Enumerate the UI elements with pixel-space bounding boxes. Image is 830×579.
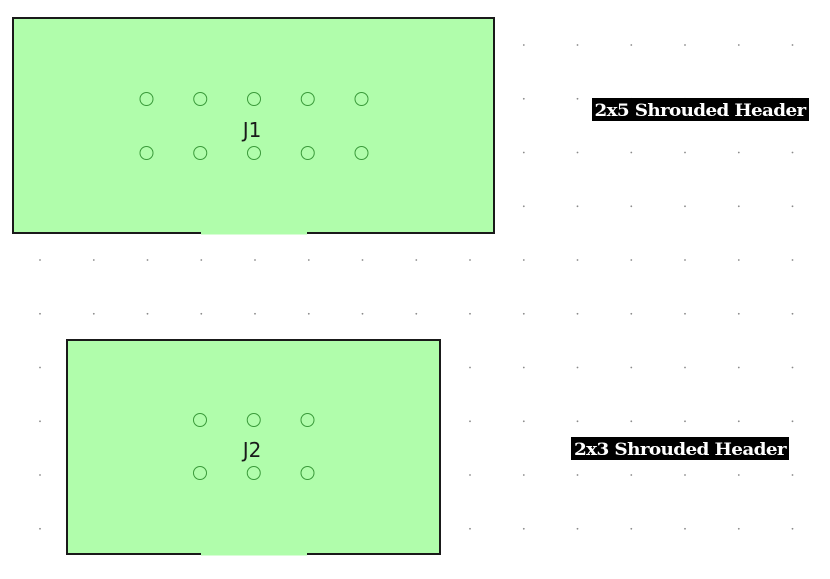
grid-dot <box>577 98 579 100</box>
grid-dot <box>200 313 202 315</box>
j1-reference-label: J1 <box>242 118 262 142</box>
grid-dot <box>577 474 579 476</box>
grid-dot <box>630 152 632 154</box>
grid-dot <box>684 205 686 207</box>
grid-dot <box>577 528 579 530</box>
grid-dot <box>308 313 310 315</box>
grid-dot <box>792 259 794 261</box>
grid-dot <box>577 313 579 315</box>
grid-dot <box>630 528 632 530</box>
grid-dot <box>254 259 256 261</box>
grid-dot <box>738 367 740 369</box>
grid-dot <box>630 313 632 315</box>
grid-dot <box>630 205 632 207</box>
grid-dot <box>792 367 794 369</box>
grid-dot <box>577 367 579 369</box>
grid-dot <box>792 528 794 530</box>
grid-dot <box>738 474 740 476</box>
grid-dot <box>577 152 579 154</box>
grid-dot <box>362 259 364 261</box>
grid-dot <box>39 474 41 476</box>
grid-dot <box>577 44 579 46</box>
j1-description-label: 2x5 Shrouded Header <box>594 101 808 121</box>
grid-dot <box>792 152 794 154</box>
grid-dot <box>738 313 740 315</box>
grid-dot <box>577 205 579 207</box>
grid-dot <box>523 474 525 476</box>
grid-dot <box>523 152 525 154</box>
grid-dot <box>147 313 149 315</box>
grid-dot <box>630 367 632 369</box>
grid-dot <box>738 259 740 261</box>
grid-dot <box>738 152 740 154</box>
grid-dot <box>415 313 417 315</box>
grid-dot <box>200 259 202 261</box>
grid-dot <box>684 313 686 315</box>
grid-dot <box>469 528 471 530</box>
grid-dot <box>684 152 686 154</box>
grid-dot <box>469 367 471 369</box>
grid-dot <box>630 420 632 422</box>
grid-dot <box>39 528 41 530</box>
grid-dot <box>523 420 525 422</box>
grid-dot <box>523 367 525 369</box>
j1-description-tag <box>592 98 809 121</box>
grid-dot <box>738 44 740 46</box>
grid-dot <box>469 259 471 261</box>
grid-dot <box>738 420 740 422</box>
grid-dot <box>469 474 471 476</box>
grid-dot <box>254 313 256 315</box>
component-j2[interactable] <box>67 340 440 554</box>
grid-dot <box>577 420 579 422</box>
grid-dot <box>39 367 41 369</box>
grid-dot <box>684 474 686 476</box>
grid-dot <box>39 313 41 315</box>
grid-dot <box>792 474 794 476</box>
grid-dot <box>684 44 686 46</box>
grid-dot <box>523 98 525 100</box>
grid-dot <box>39 259 41 261</box>
grid-dot <box>630 259 632 261</box>
grid-dot <box>415 259 417 261</box>
grid-dot <box>792 420 794 422</box>
grid-dot <box>577 259 579 261</box>
grid-dot <box>469 420 471 422</box>
component-j1[interactable] <box>13 18 494 233</box>
grid-dot <box>39 420 41 422</box>
grid-dot <box>523 259 525 261</box>
grid-dot <box>308 259 310 261</box>
grid-dot <box>523 313 525 315</box>
grid-dot <box>523 44 525 46</box>
grid-dot <box>684 420 686 422</box>
grid-dot <box>792 313 794 315</box>
grid-dot <box>630 474 632 476</box>
grid-dot <box>684 259 686 261</box>
grid-dot <box>738 205 740 207</box>
grid-dot <box>362 313 364 315</box>
grid-dot <box>738 528 740 530</box>
grid-dot <box>630 44 632 46</box>
grid-dot <box>523 205 525 207</box>
grid-dot <box>792 205 794 207</box>
grid-dot <box>684 367 686 369</box>
grid-dot <box>523 528 525 530</box>
grid-dot <box>469 313 471 315</box>
grid-dot <box>684 528 686 530</box>
grid-dot <box>792 44 794 46</box>
j2-reference-label: J2 <box>242 438 262 462</box>
grid-dot <box>147 259 149 261</box>
j2-description-tag <box>571 437 789 460</box>
grid-dot <box>93 259 95 261</box>
j2-description-label: 2x3 Shrouded Header <box>574 440 788 460</box>
grid-dot <box>93 313 95 315</box>
